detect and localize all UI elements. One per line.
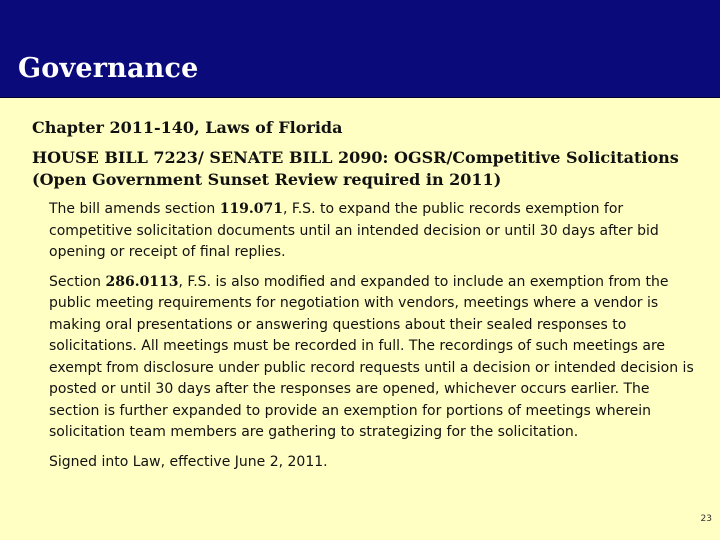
bill-heading: HOUSE BILL 7223/ SENATE BILL 2090: OGSR/Competitive Solicitations (Open Government Sunset Review required in 2011) [32,148,679,189]
paragraph-text: , F.S. to expand the public records exemption for competitive solicitation documents until an intended decision or until 30 days after bid opening or receipt of final replies. [49,201,659,260]
slide-content [32,117,696,481]
paragraph-119-071 [49,199,696,264]
paragraph-286-0113 [49,272,696,444]
page-number: 23 [700,514,712,524]
chapter-heading: Chapter 2011-140, Laws of Florida [32,118,343,137]
section-number: 286.0113 [105,273,179,290]
slide-title: Governance [18,53,199,84]
title-bar [0,0,720,98]
paragraph-text: , F.S. is also modified and expanded to include an exemption from the public meeting requirements for negotiation with vendors, meetings where a vendor is making oral presentations or answering questions about their sealed responses to solicitations. All meetings must be recorded in full. The recordings of such meetings are exempt from disclosure under public record requests until a decision or intended decision is posted or until 30 days after the responses are opened, whichever occurs earlier. The section is further expanded to provide an exemption for portions of meetings wherein solicitation team members are gathering to strategizing for the solicitation. [49,273,694,440]
section-number: 119.071 [219,201,284,217]
paragraph-prefix: The bill amends section [49,201,220,217]
paragraph-prefix: Section [49,273,106,290]
signed-into-law: Signed into Law, effective June 2, 2011. [49,453,328,470]
